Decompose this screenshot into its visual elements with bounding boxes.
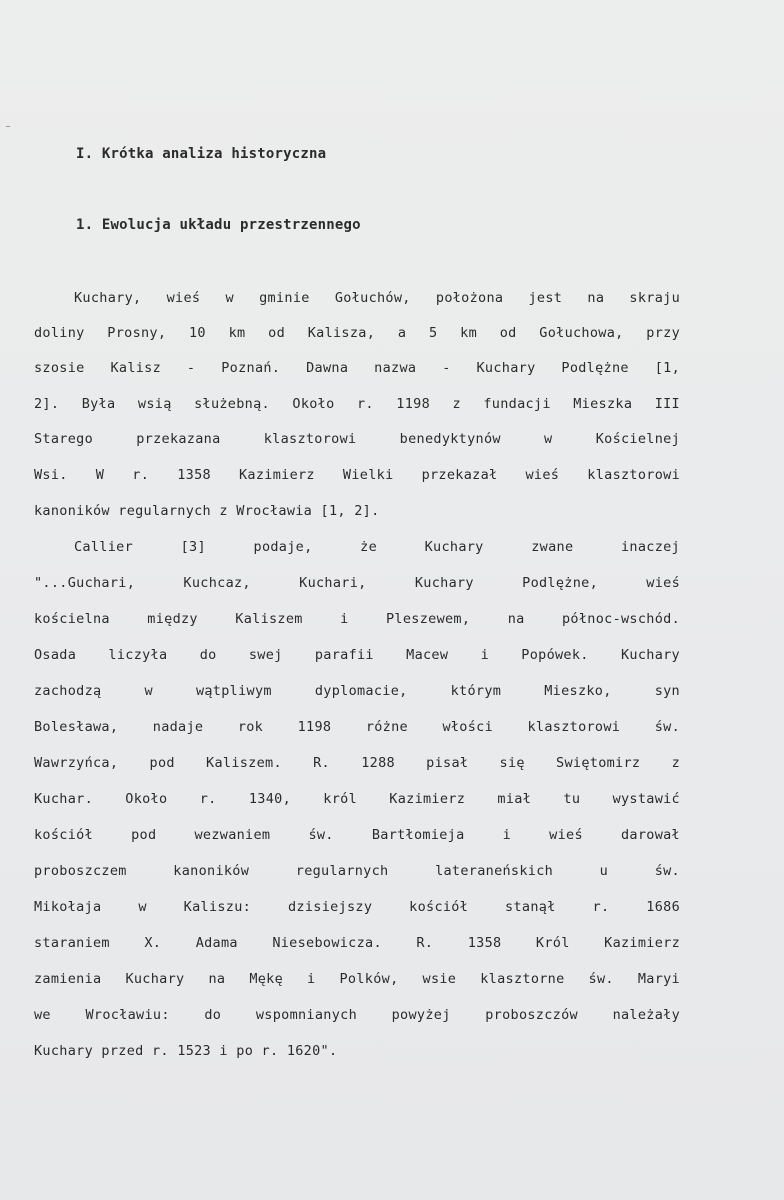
paragraph2-line: Kuchary przed r. 1523 i po r. 1620". bbox=[34, 1043, 338, 1059]
paragraph1-line: kanoników regularnych z Wrocławia [1, 2]. bbox=[34, 503, 380, 519]
chapter-heading: I. Krótka analiza historyczna bbox=[76, 146, 327, 162]
paragraph2-line: staraniem X. Adama Niesebowicza. R. 1358 Król Kazimierz bbox=[34, 935, 680, 951]
margin-mark bbox=[6, 126, 10, 127]
paragraph2-line: zamienia Kuchary na Mękę i Polków, wsie klasztorne św. Maryi bbox=[34, 971, 680, 987]
paragraph1-line: 2]. Była wsią służebną. Około r. 1198 z fundacji Mieszka III bbox=[34, 396, 680, 412]
paragraph2-line: Wawrzyńca, pod Kaliszem. R. 1288 pisał się Swiętomirz z bbox=[34, 755, 680, 771]
paragraph2-line: Callier [3] podaje, że Kuchary zwane inaczej bbox=[74, 539, 680, 555]
paragraph2-line: "...Guchari, Kuchcaz, Kuchari, Kuchary Podlężne, wieś bbox=[34, 575, 680, 591]
paragraph2-line: Osada liczyła do swej parafii Macew i Popówek. Kuchary bbox=[34, 647, 680, 663]
paragraph1-line: doliny Prosny, 10 km od Kalisza, a 5 km od Gołuchowa, przy bbox=[34, 325, 680, 341]
paragraph2-line: Mikołaja w Kaliszu: dzisiejszy kościół stanął r. 1686 bbox=[34, 899, 680, 915]
paragraph2-line: Bolesława, nadaje rok 1198 różne włości klasztorowi św. bbox=[34, 719, 680, 735]
paragraph1-line: Wsi. W r. 1358 Kazimierz Wielki przekazał wieś klasztorowi bbox=[34, 467, 680, 483]
paragraph2-line: Kuchar. Około r. 1340, król Kazimierz miał tu wystawić bbox=[34, 791, 680, 807]
paragraph2-line: kościół pod wezwaniem św. Bartłomieja i wieś darował bbox=[34, 827, 680, 843]
paragraph1-line: Kuchary, wieś w gminie Gołuchów, położona jest na skraju bbox=[74, 290, 680, 306]
paragraph1-line: Starego przekazana klasztorowi benedyktynów w Kościelnej bbox=[34, 431, 680, 447]
paragraph2-line: proboszczem kanoników regularnych lateraneńskich u św. bbox=[34, 863, 680, 879]
paragraph2-line: we Wrocławiu: do wspomnianych powyżej proboszczów należały bbox=[34, 1007, 680, 1023]
paragraph1-line: szosie Kalisz - Poznań. Dawna nazwa - Kuchary Podlężne [1, bbox=[34, 360, 680, 376]
paragraph2-line: kościelna między Kaliszem i Pleszewem, na północ-wschód. bbox=[34, 611, 680, 627]
paragraph2-line: zachodzą w wątpliwym dyplomacie, którym Mieszko, syn bbox=[34, 683, 680, 699]
section-heading: 1. Ewolucja układu przestrzennego bbox=[76, 217, 361, 233]
